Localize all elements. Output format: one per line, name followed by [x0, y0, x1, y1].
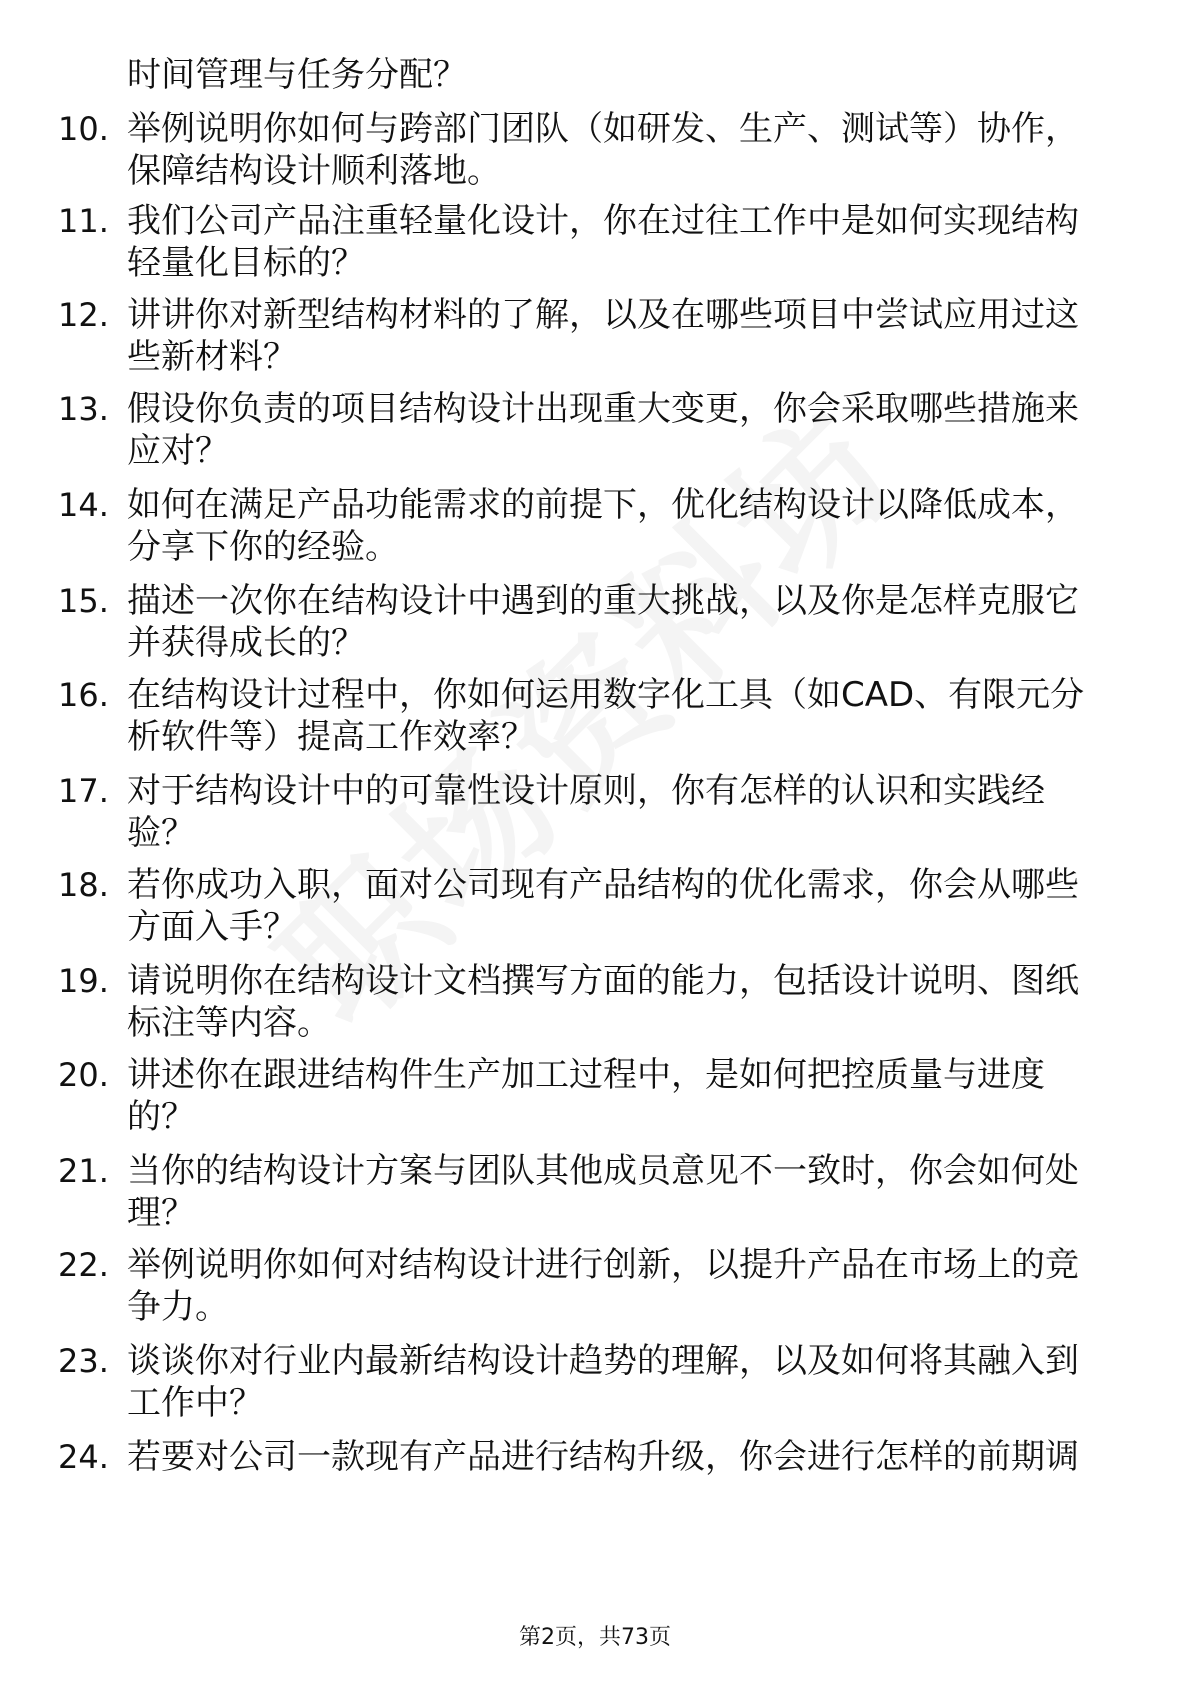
question-text — [127, 770, 1127, 854]
question-text-line: 描述一次你在结构设计中遇到的重大挑战，以及你是怎样克服它 — [127, 581, 1079, 621]
question-number: 24. — [58, 1438, 109, 1476]
question-number: 22. — [58, 1246, 109, 1284]
question-number: 16. — [58, 676, 109, 714]
question-text-line: 并获得成长的？ — [127, 623, 365, 663]
question-text — [127, 1244, 1127, 1328]
question-text-line: 谈谈你对行业内最新结构设计趋势的理解，以及如何将其融入到 — [127, 1341, 1079, 1381]
question-text-line: 对于结构设计中的可靠性设计原则，你有怎样的认识和实践经 — [127, 771, 1045, 811]
question-number: 19. — [58, 962, 109, 1000]
question-text-line: 讲述你在跟进结构件生产加工过程中，是如何把控质量与进度 — [127, 1055, 1045, 1095]
question-number: 13. — [58, 390, 109, 428]
question-text-line: 些新材料？ — [127, 337, 297, 377]
question-text-line: 工作中？ — [127, 1383, 263, 1423]
question-text-line: 假设你负责的项目结构设计出现重大变更，你会采取哪些措施来 — [127, 389, 1079, 429]
question-text — [127, 484, 1127, 568]
question-number: 15. — [58, 582, 109, 620]
question-text — [127, 1436, 1127, 1478]
question-text-line: 轻量化目标的？ — [127, 243, 365, 283]
question-number: 11. — [58, 202, 109, 240]
question-text — [127, 294, 1127, 378]
question-text — [127, 388, 1127, 472]
question-text-line: 应对？ — [127, 431, 229, 471]
question-text-line: 如何在满足产品功能需求的前提下，优化结构设计以降低成本， — [127, 485, 1079, 525]
question-text — [127, 960, 1127, 1044]
question-text — [127, 674, 1127, 758]
question-text — [127, 1150, 1127, 1234]
page-footer: 第2页，共73页 — [519, 1625, 671, 1650]
question-text-line: 争力。 — [127, 1287, 229, 1327]
question-number: 12. — [58, 296, 109, 334]
question-text-line: 若你成功入职，面对公司现有产品结构的优化需求，你会从哪些 — [127, 865, 1079, 905]
question-text-line: 分享下你的经验。 — [127, 527, 399, 567]
continued-question-text: 时间管理与任务分配？ — [127, 55, 467, 95]
question-text-line: 验？ — [127, 813, 195, 853]
question-text — [127, 200, 1127, 284]
question-text-line: 标注等内容。 — [127, 1003, 331, 1043]
question-number: 21. — [58, 1152, 109, 1190]
question-text-line: 我们公司产品注重轻量化设计，你在过往工作中是如何实现结构 — [127, 201, 1079, 241]
question-text-line: 析软件等）提高工作效率？ — [127, 717, 535, 757]
question-text — [127, 108, 1127, 192]
question-number: 17. — [58, 772, 109, 810]
question-text-line: 在结构设计过程中，你如何运用数字化工具（如CAD、有限元分 — [127, 675, 1085, 715]
question-text-line: 方面入手？ — [127, 907, 297, 947]
question-number: 18. — [58, 866, 109, 904]
question-text-line: 举例说明你如何对结构设计进行创新，以提升产品在市场上的竞 — [127, 1245, 1079, 1285]
question-text — [127, 580, 1127, 664]
question-text — [127, 1054, 1127, 1138]
question-text-line: 当你的结构设计方案与团队其他成员意见不一致时，你会如何处 — [127, 1151, 1079, 1191]
question-text-line: 举例说明你如何与跨部门团队（如研发、生产、测试等）协作， — [127, 109, 1079, 149]
question-text — [127, 864, 1127, 948]
question-text-line: 理？ — [127, 1193, 195, 1233]
question-text-line: 若要对公司一款现有产品进行结构升级，你会进行怎样的前期调 — [127, 1437, 1079, 1477]
question-number: 23. — [58, 1342, 109, 1380]
question-number: 14. — [58, 486, 109, 524]
question-text — [127, 1340, 1127, 1424]
question-text-line: 的？ — [127, 1097, 195, 1137]
question-number: 10. — [58, 110, 109, 148]
question-text-line: 讲讲你对新型结构材料的了解，以及在哪些项目中尝试应用过这 — [127, 295, 1079, 335]
question-number: 20. — [58, 1056, 109, 1094]
question-text-line: 请说明你在结构设计文档撰写方面的能力，包括设计说明、图纸 — [127, 961, 1079, 1001]
question-text-line: 保障结构设计顺利落地。 — [127, 151, 501, 191]
